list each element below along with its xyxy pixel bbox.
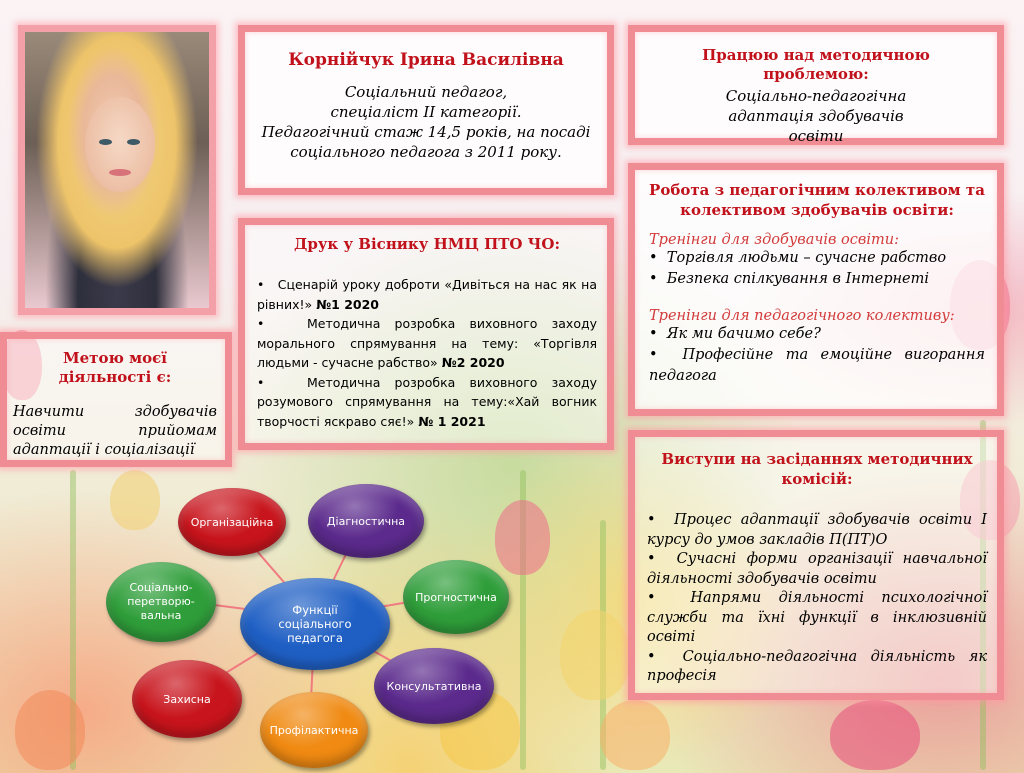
speech-item: • Соціально-педагогічна діяльність як професія: [647, 648, 987, 684]
goal-text: Навчити здобувачів освіти прийомам адаптації і соціалізації: [13, 404, 217, 458]
list-item: • Професійне та емоційне вигорання педагога: [649, 347, 985, 384]
publication-item: • Методична розробка виховного заходу морального спрямування на тему: «Торгівля людьми - сучасне рабство» №2 2020: [257, 316, 598, 370]
publications-title: Друк у Віснику НМЦ ПТО ЧО:: [294, 235, 560, 253]
students-trainings-heading: Тренінги для здобувачів освіти:: [649, 232, 899, 248]
diagram-node: Консультативна: [374, 648, 494, 724]
work-title: Робота з педагогічним колективом та колективом здобувачів освіти:: [649, 181, 985, 219]
problem-panel: [628, 25, 1004, 145]
diagram-node: Профілактична: [260, 692, 368, 768]
profile-line: Педагогічний стаж 14,5 років, на посаді: [261, 123, 591, 141]
diagram-node: Прогностична: [403, 560, 509, 634]
speech-item: • Сучасні форми організації навчальної діяльності здобувачів освіти: [647, 551, 987, 587]
list-item: • Як ми бачимо себе?: [649, 326, 821, 342]
list-item: • Торгівля людьми – сучасне рабство: [649, 250, 947, 266]
goal-title: Метою моєї діяльності є:: [58, 349, 172, 386]
problem-text: Соціально-педагогічна адаптація здобувачів освіти: [725, 87, 907, 145]
speech-item: • Процес адаптації здобувачів освіти І курсу до умов закладів П(ПТ)О: [647, 512, 988, 548]
diagram-node: Організаційна: [178, 488, 286, 556]
speech-item: • Напрями діяльності психологічної служби та їхні функції в інклюзивній освіті: [647, 590, 987, 645]
publication-item: • Методична розробка виховного заходу розумового спрямування на тему:«Хай вогник творчості яскраво сяє!» № 1 2021: [257, 374, 598, 429]
goal-panel: [0, 332, 232, 467]
profile-name: Корнійчук Ірина Василівна: [288, 50, 564, 70]
profile-photo: [18, 25, 216, 315]
diagram-node: Захисна: [132, 660, 242, 738]
problem-title: Працюю над методичною проблемою:: [702, 46, 930, 83]
profile-line: соціального педагога з 2011 року.: [290, 143, 562, 161]
list-item: • Безпека спілкування в Інтернеті: [649, 271, 930, 287]
diagram-node: Діагностична: [308, 484, 424, 558]
diagram-center-node: Функції соціального педагога: [240, 578, 390, 670]
work-panel: [628, 163, 1004, 416]
speeches-panel: [628, 430, 1004, 700]
speeches-title: Виступи на засіданнях методичних комісій:: [661, 450, 973, 488]
teachers-trainings-heading: Тренінги для педагогічного колективу:: [649, 308, 955, 324]
profile-line: Соціальний педагог,: [344, 83, 508, 101]
functions-diagram: [120, 470, 510, 770]
publication-item: • Сценарій уроку доброти «Дивіться на нас як на рівних!» №1 2020: [257, 277, 597, 312]
publications-panel: [238, 218, 614, 450]
profile-panel: [238, 25, 614, 195]
photo-face: [85, 97, 155, 192]
diagram-node: Соціально-перетворю-вальна: [106, 562, 216, 642]
profile-line: спеціаліст ІІ категорії.: [330, 103, 522, 121]
